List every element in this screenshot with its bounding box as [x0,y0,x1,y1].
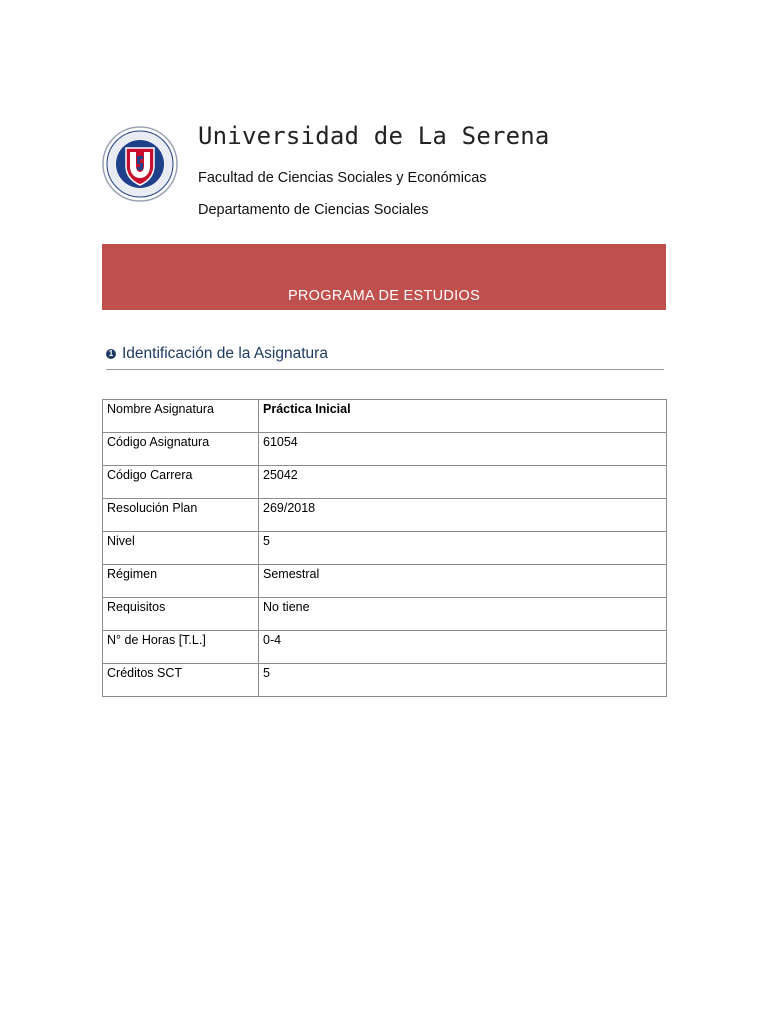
row-value: 0-4 [259,631,667,664]
row-value: Semestral [259,565,667,598]
program-banner [102,244,666,310]
section-title: Identificación de la Asignatura [122,345,328,362]
row-value: 5 [259,664,667,697]
course-info-table [102,399,667,697]
row-label: Código Carrera [103,466,259,499]
row-label: Régimen [103,565,259,598]
table-row [103,499,667,532]
row-label: Requisitos [103,598,259,631]
section-divider [106,369,664,370]
table-row [103,631,667,664]
row-label: Nivel [103,532,259,565]
university-name: Universidad de La Serena [198,122,550,150]
row-value: No tiene [259,598,667,631]
row-label: N° de Horas [T.L.] [103,631,259,664]
faculty-name: Facultad de Ciencias Sociales y Económicas [198,170,487,186]
table-row [103,466,667,499]
table-row [103,532,667,565]
row-value: 5 [259,532,667,565]
table-row [103,400,667,433]
table-row [103,433,667,466]
banner-title: PROGRAMA DE ESTUDIOS [287,288,481,304]
department-name: Departamento de Ciencias Sociales [198,202,429,218]
row-label: Resolución Plan [103,499,259,532]
university-logo [102,126,178,202]
section-heading [106,345,328,363]
row-value: Práctica Inicial [259,400,667,433]
row-value: 61054 [259,433,667,466]
row-value: 269/2018 [259,499,667,532]
table-row [103,598,667,631]
numbered-bullet-icon: 1 [106,349,116,359]
row-value: 25042 [259,466,667,499]
table-row [103,565,667,598]
table-row [103,664,667,697]
row-label: Nombre Asignatura [103,400,259,433]
row-label: Código Asignatura [103,433,259,466]
row-label: Créditos SCT [103,664,259,697]
